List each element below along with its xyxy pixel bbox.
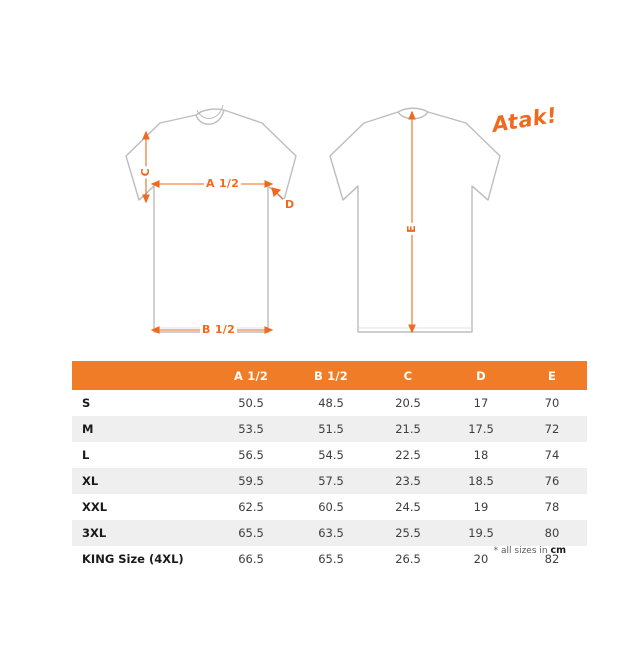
cell-d: 20 xyxy=(445,546,517,572)
row-size-label: 3XL xyxy=(72,520,211,546)
size-table xyxy=(72,361,587,572)
table-row xyxy=(72,442,587,468)
table-row xyxy=(72,416,587,442)
cell-c: 21.5 xyxy=(371,416,445,442)
cell-e: 72 xyxy=(517,416,587,442)
cell-d: 18.5 xyxy=(445,468,517,494)
cell-a: 56.5 xyxy=(211,442,291,468)
cell-b: 57.5 xyxy=(291,468,371,494)
cell-e: 74 xyxy=(517,442,587,468)
cell-b: 65.5 xyxy=(291,546,371,572)
cell-c: 25.5 xyxy=(371,520,445,546)
row-size-label: L xyxy=(72,442,211,468)
cell-b: 63.5 xyxy=(291,520,371,546)
column-header-c: C xyxy=(371,361,445,390)
cell-d: 18 xyxy=(445,442,517,468)
cell-d: 17 xyxy=(445,390,517,416)
cell-a: 59.5 xyxy=(211,468,291,494)
cell-a: 62.5 xyxy=(211,494,291,520)
table-row xyxy=(72,390,587,416)
column-header-a: A 1/2 xyxy=(211,361,291,390)
cell-a: 53.5 xyxy=(211,416,291,442)
t-shirt-back-view xyxy=(330,108,500,332)
measure-label-b: B 1/2 xyxy=(202,323,236,336)
cell-e: 78 xyxy=(517,494,587,520)
units-note-prefix: * all sizes in xyxy=(493,546,551,556)
cell-d: 19 xyxy=(445,494,517,520)
measure-label-a: A 1/2 xyxy=(206,177,240,190)
t-shirt-front-view xyxy=(126,105,296,332)
row-size-label: KING Size (4XL) xyxy=(72,546,211,572)
cell-e: 70 xyxy=(517,390,587,416)
measure-label-c: C xyxy=(139,168,152,177)
column-header-size xyxy=(72,361,211,390)
column-header-d: D xyxy=(445,361,517,390)
cell-b: 60.5 xyxy=(291,494,371,520)
cell-e: 76 xyxy=(517,468,587,494)
row-size-label: M xyxy=(72,416,211,442)
table-header-row xyxy=(72,361,587,390)
cell-b: 48.5 xyxy=(291,390,371,416)
cell-d: 19.5 xyxy=(445,520,517,546)
cell-b: 54.5 xyxy=(291,442,371,468)
size-table-container xyxy=(72,361,566,572)
shirt-diagram xyxy=(0,60,638,360)
row-size-label: XL xyxy=(72,468,211,494)
table-row xyxy=(72,494,587,520)
measure-label-d: D xyxy=(285,198,295,211)
cell-e: 82 xyxy=(517,546,587,572)
table-row xyxy=(72,468,587,494)
cell-c: 24.5 xyxy=(371,494,445,520)
cell-c: 22.5 xyxy=(371,442,445,468)
column-header-b: B 1/2 xyxy=(291,361,371,390)
cell-c: 26.5 xyxy=(371,546,445,572)
units-note-unit: cm xyxy=(550,545,566,556)
column-header-e: E xyxy=(517,361,587,390)
cell-d: 17.5 xyxy=(445,416,517,442)
brand-logo: Atak! xyxy=(490,103,559,137)
measure-label-e: E xyxy=(405,225,418,233)
cell-e: 80 xyxy=(517,520,587,546)
row-size-label: S xyxy=(72,390,211,416)
table-row xyxy=(72,520,587,546)
measurement-arrows xyxy=(143,112,415,333)
row-size-label: XXL xyxy=(72,494,211,520)
cell-a: 50.5 xyxy=(211,390,291,416)
cell-c: 23.5 xyxy=(371,468,445,494)
units-note xyxy=(494,545,566,556)
size-table-head xyxy=(72,361,587,390)
cell-b: 51.5 xyxy=(291,416,371,442)
cell-a: 66.5 xyxy=(211,546,291,572)
cell-a: 65.5 xyxy=(211,520,291,546)
cell-c: 20.5 xyxy=(371,390,445,416)
